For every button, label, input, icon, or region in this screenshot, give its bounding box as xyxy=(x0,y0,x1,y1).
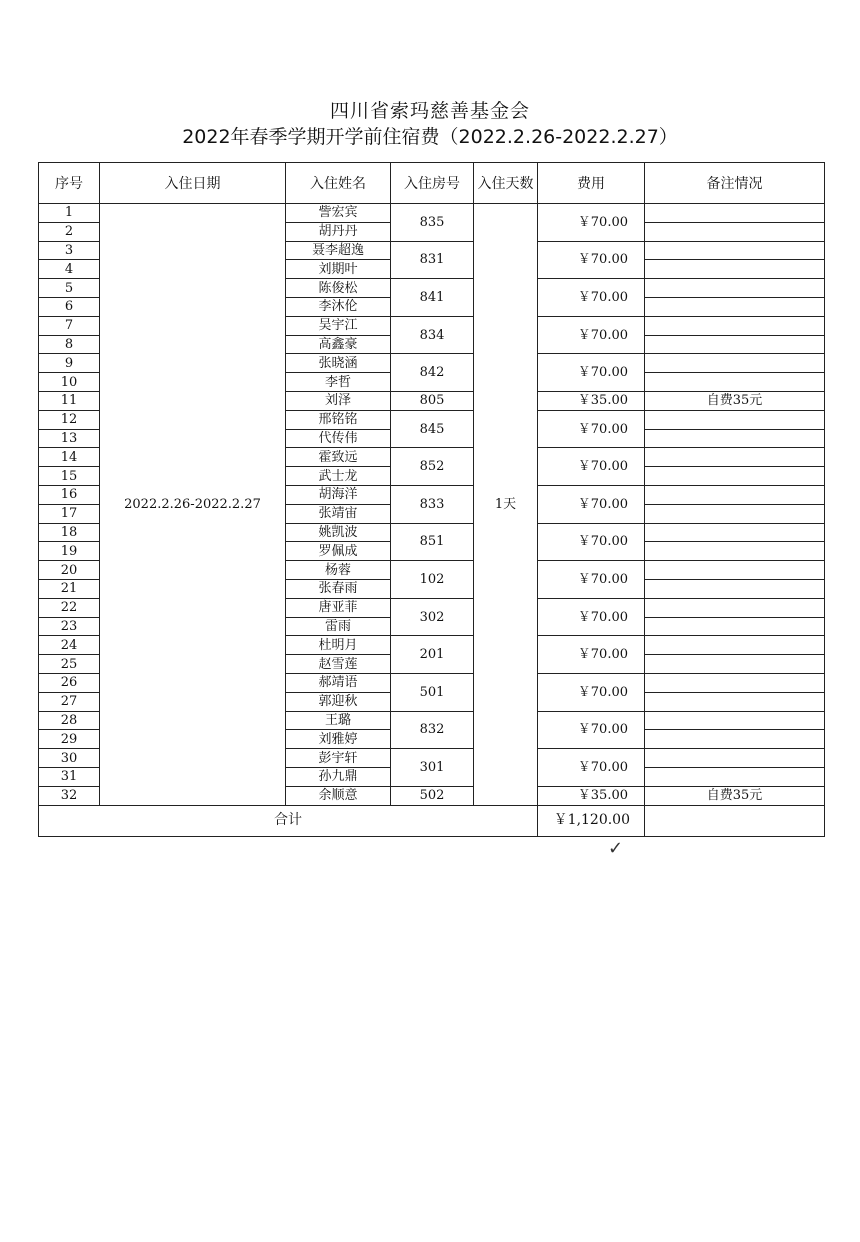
row-name: 刘期叶 xyxy=(286,260,391,279)
note-cell xyxy=(645,410,825,429)
row-name: 杨蓉 xyxy=(286,561,391,580)
row-name: 高鑫豪 xyxy=(286,335,391,354)
room-cell: 805 xyxy=(391,391,474,410)
total-note xyxy=(645,805,825,836)
row-seq: 1 xyxy=(39,204,100,223)
col-fee: 费用 xyxy=(538,163,645,204)
fee-cell: ￥70.00 xyxy=(538,354,645,392)
handwritten-check-icon: ✓ xyxy=(608,838,624,859)
row-seq: 16 xyxy=(39,485,100,504)
row-name: 李哲 xyxy=(286,373,391,392)
lodging-fee-table xyxy=(38,162,825,837)
row-seq: 13 xyxy=(39,429,100,448)
fee-cell: ￥70.00 xyxy=(538,410,645,448)
fee-cell: ￥70.00 xyxy=(538,636,645,674)
row-seq: 12 xyxy=(39,410,100,429)
row-seq: 10 xyxy=(39,373,100,392)
room-cell: 832 xyxy=(391,711,474,749)
row-name: 杜明月 xyxy=(286,636,391,655)
note-cell xyxy=(645,316,825,335)
note-cell xyxy=(645,297,825,316)
note-cell xyxy=(645,260,825,279)
row-name: 孙九鼎 xyxy=(286,767,391,786)
fee-cell: ￥35.00 xyxy=(538,391,645,410)
note-cell xyxy=(645,467,825,486)
fee-cell: ￥70.00 xyxy=(538,279,645,317)
note-cell xyxy=(645,767,825,786)
total-label: 合计 xyxy=(39,805,538,836)
col-date: 入住日期 xyxy=(100,163,286,204)
row-seq: 28 xyxy=(39,711,100,730)
note-cell xyxy=(645,523,825,542)
table-row xyxy=(39,204,825,223)
row-seq: 27 xyxy=(39,692,100,711)
note-cell xyxy=(645,730,825,749)
room-cell: 835 xyxy=(391,204,474,242)
fee-cell: ￥70.00 xyxy=(538,448,645,486)
row-name: 聂李超逸 xyxy=(286,241,391,260)
note-cell xyxy=(645,655,825,674)
table-header-row xyxy=(39,163,825,204)
room-cell: 102 xyxy=(391,561,474,599)
row-name: 唐亚菲 xyxy=(286,598,391,617)
room-cell: 301 xyxy=(391,749,474,787)
row-name: 邢铭铭 xyxy=(286,410,391,429)
fee-cell: ￥35.00 xyxy=(538,786,645,805)
row-name: 郝靖语 xyxy=(286,673,391,692)
row-seq: 11 xyxy=(39,391,100,410)
fee-cell: ￥70.00 xyxy=(538,598,645,636)
row-seq: 24 xyxy=(39,636,100,655)
row-seq: 23 xyxy=(39,617,100,636)
note-cell xyxy=(645,335,825,354)
row-seq: 7 xyxy=(39,316,100,335)
note-cell xyxy=(645,448,825,467)
note-cell xyxy=(645,222,825,241)
fee-cell: ￥70.00 xyxy=(538,485,645,523)
room-cell: 302 xyxy=(391,598,474,636)
total-fee: ￥1,120.00 xyxy=(538,805,645,836)
room-cell: 831 xyxy=(391,241,474,279)
row-seq: 3 xyxy=(39,241,100,260)
note-cell xyxy=(645,711,825,730)
note-cell xyxy=(645,636,825,655)
row-name: 李沐伦 xyxy=(286,297,391,316)
stay-days-cell: 1天 xyxy=(474,204,538,806)
row-seq: 29 xyxy=(39,730,100,749)
row-name: 刘泽 xyxy=(286,391,391,410)
total-row xyxy=(39,805,825,836)
row-seq: 14 xyxy=(39,448,100,467)
row-name: 訾宏宾 xyxy=(286,204,391,223)
row-seq: 31 xyxy=(39,767,100,786)
note-cell: 自费35元 xyxy=(645,391,825,410)
note-cell xyxy=(645,504,825,523)
row-seq: 4 xyxy=(39,260,100,279)
col-room: 入住房号 xyxy=(391,163,474,204)
row-name: 霍致远 xyxy=(286,448,391,467)
row-seq: 20 xyxy=(39,561,100,580)
row-name: 王璐 xyxy=(286,711,391,730)
note-cell xyxy=(645,579,825,598)
note-cell: 自费35元 xyxy=(645,786,825,805)
row-seq: 21 xyxy=(39,579,100,598)
fee-cell: ￥70.00 xyxy=(538,673,645,711)
row-name: 彭宇轩 xyxy=(286,749,391,768)
row-seq: 25 xyxy=(39,655,100,674)
room-cell: 845 xyxy=(391,410,474,448)
row-name: 刘雅婷 xyxy=(286,730,391,749)
row-seq: 26 xyxy=(39,673,100,692)
row-seq: 2 xyxy=(39,222,100,241)
row-name: 代传伟 xyxy=(286,429,391,448)
col-name: 入住姓名 xyxy=(286,163,391,204)
row-name: 张靖宙 xyxy=(286,504,391,523)
fee-cell: ￥70.00 xyxy=(538,749,645,787)
row-name: 胡海洋 xyxy=(286,485,391,504)
row-seq: 9 xyxy=(39,354,100,373)
note-cell xyxy=(645,373,825,392)
note-cell xyxy=(645,204,825,223)
row-name: 张晓涵 xyxy=(286,354,391,373)
fee-cell: ￥70.00 xyxy=(538,523,645,561)
note-cell xyxy=(645,617,825,636)
row-name: 吴宇江 xyxy=(286,316,391,335)
note-cell xyxy=(645,598,825,617)
note-cell xyxy=(645,749,825,768)
row-name: 罗佩成 xyxy=(286,542,391,561)
row-name: 姚凯波 xyxy=(286,523,391,542)
room-cell: 841 xyxy=(391,279,474,317)
note-cell xyxy=(645,692,825,711)
note-cell xyxy=(645,542,825,561)
row-name: 武士龙 xyxy=(286,467,391,486)
row-seq: 17 xyxy=(39,504,100,523)
col-seq: 序号 xyxy=(39,163,100,204)
fee-cell: ￥70.00 xyxy=(538,711,645,749)
note-cell xyxy=(645,561,825,580)
row-name: 余顺意 xyxy=(286,786,391,805)
room-cell: 834 xyxy=(391,316,474,354)
room-cell: 842 xyxy=(391,354,474,392)
row-seq: 18 xyxy=(39,523,100,542)
fee-cell: ￥70.00 xyxy=(538,241,645,279)
note-cell xyxy=(645,279,825,298)
room-cell: 851 xyxy=(391,523,474,561)
fee-cell: ￥70.00 xyxy=(538,561,645,599)
row-name: 郭迎秋 xyxy=(286,692,391,711)
org-title: 四川省索玛慈善基金会 xyxy=(329,100,530,122)
room-cell: 502 xyxy=(391,786,474,805)
row-seq: 15 xyxy=(39,467,100,486)
room-cell: 501 xyxy=(391,673,474,711)
col-note: 备注情况 xyxy=(645,163,825,204)
row-seq: 5 xyxy=(39,279,100,298)
row-name: 胡丹丹 xyxy=(286,222,391,241)
note-cell xyxy=(645,485,825,504)
document-subtitle: 2022年春季学期开学前住宿费（2022.2.26-2022.2.27） xyxy=(182,126,678,148)
room-cell: 201 xyxy=(391,636,474,674)
note-cell xyxy=(645,354,825,373)
row-name: 陈俊松 xyxy=(286,279,391,298)
fee-cell: ￥70.00 xyxy=(538,316,645,354)
room-cell: 833 xyxy=(391,485,474,523)
note-cell xyxy=(645,429,825,448)
row-seq: 8 xyxy=(39,335,100,354)
room-cell: 852 xyxy=(391,448,474,486)
row-seq: 22 xyxy=(39,598,100,617)
row-seq: 6 xyxy=(39,297,100,316)
row-seq: 30 xyxy=(39,749,100,768)
col-days: 入住天数 xyxy=(474,163,538,204)
stay-date-cell: 2022.2.26-2022.2.27 xyxy=(100,204,286,806)
row-seq: 19 xyxy=(39,542,100,561)
fee-cell: ￥70.00 xyxy=(538,204,645,242)
note-cell xyxy=(645,673,825,692)
row-name: 雷雨 xyxy=(286,617,391,636)
row-name: 赵雪莲 xyxy=(286,655,391,674)
row-name: 张春雨 xyxy=(286,579,391,598)
table-body xyxy=(39,204,825,806)
row-seq: 32 xyxy=(39,786,100,805)
note-cell xyxy=(645,241,825,260)
